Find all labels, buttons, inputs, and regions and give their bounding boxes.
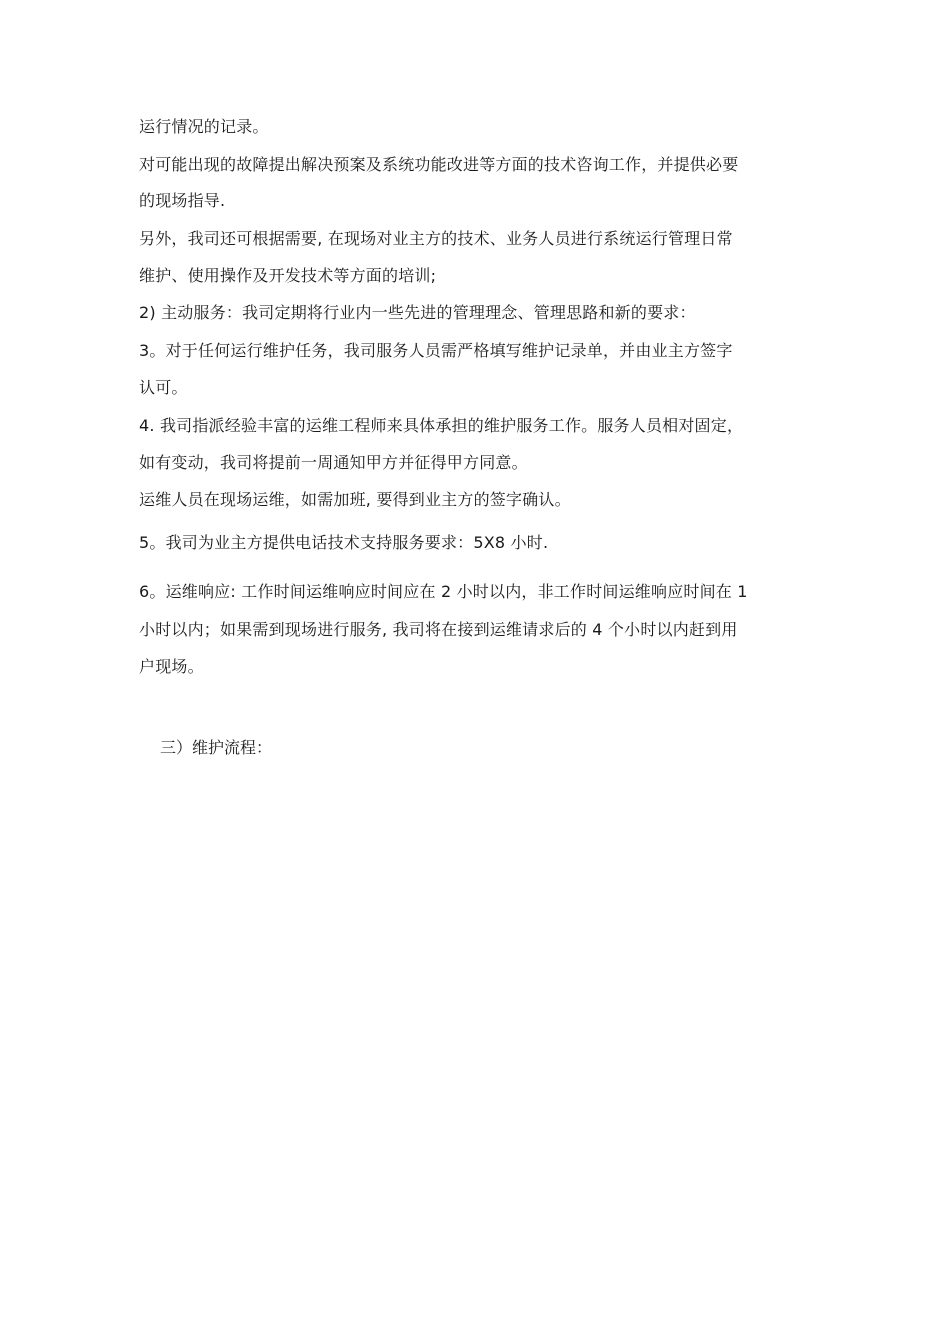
text-line: 6。运维响应: 工作时间运维响应时间应在 2 小时以内，非工作时间运维响应时间在 1	[139, 582, 748, 601]
text-line: 小时以内；如果需到现场进行服务, 我司将在接到运维请求后的 4 个小时以内赶到用	[139, 620, 738, 639]
text-line: 3。对于任何运行维护任务，我司服务人员需严格填写维护记录单，并由业主方签字	[139, 341, 733, 360]
text-line: 5。我司为业主方提供电话技术支持服务要求：5X8 小时.	[139, 533, 549, 552]
text-line: 运行情况的记录。	[139, 117, 269, 136]
text-line: 对可能出现的故障提出解决预案及系统功能改进等方面的技术咨询工作，并提供必要	[139, 155, 739, 174]
text-line: 运维人员在现场运维，如需加班, 要得到业主方的签字确认。	[139, 490, 571, 509]
text-line: 户现场。	[139, 657, 204, 676]
text-line: 另外，我司还可根据需要, 在现场对业主方的技术、业务人员进行系统运行管理日常	[139, 229, 733, 248]
text-line: 的现场指导.	[139, 191, 226, 210]
section-heading: 三）维护流程：	[160, 738, 273, 757]
text-line: 如有变动，我司将提前一周通知甲方并征得甲方同意。	[139, 453, 528, 472]
text-line: 认可。	[139, 378, 188, 397]
text-line: 维护、使用操作及开发技术等方面的培训;	[139, 266, 437, 285]
text-line: 2) 主动服务：我司定期将行业内一些先进的管理理念、管理思路和新的要求：	[139, 303, 696, 322]
text-line: 4. 我司指派经验丰富的运维工程师来具体承担的维护服务工作。服务人员相对固定，	[139, 416, 744, 435]
